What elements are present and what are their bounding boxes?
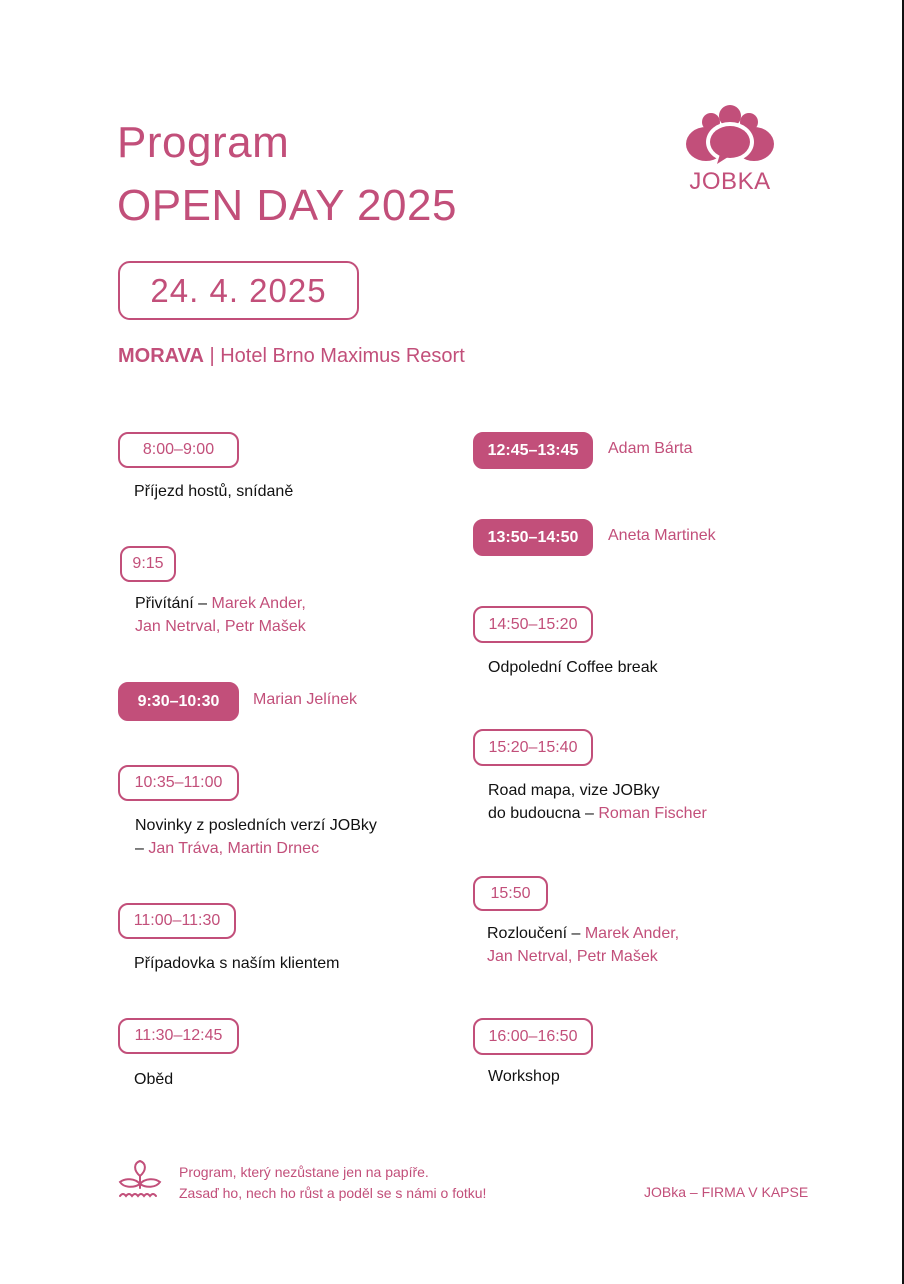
time-chip: 11:00–11:30	[118, 903, 236, 939]
agenda-item-speakers: Jan Netrval, Petr Mašek	[135, 618, 306, 635]
jobka-logo	[684, 104, 776, 200]
agenda-item-speakers: Marek Ander,	[211, 595, 306, 612]
agenda-item-speakers: Roman Fischer	[598, 805, 707, 822]
time-chip: 11:30–12:45	[118, 1018, 239, 1054]
agenda-item-title: Přivítání –	[135, 595, 212, 612]
time-chip: 10:35–11:00	[118, 765, 239, 801]
agenda-item	[488, 779, 707, 825]
footer-line-2: Zasaď ho, nech ho růst a poděl se s námi o fotku!	[179, 1185, 487, 1201]
speaker-name: Aneta Martinek	[608, 527, 716, 544]
time-chip-highlighted: 12:45–13:45	[473, 432, 593, 469]
event-date: 24. 4. 2025	[118, 261, 359, 320]
time-chip: 15:50	[473, 876, 548, 911]
agenda-item-title: Novinky z posledních verzí JOBky	[135, 817, 377, 834]
speaker-name: Marian Jelínek	[253, 691, 358, 708]
location-separator: |	[203, 345, 221, 367]
agenda-item-speakers: Jan Tráva, Martin Drnec	[148, 840, 320, 857]
location-venue: Hotel Brno Maximus Resort	[220, 345, 465, 367]
sprout-icon	[117, 1160, 163, 1200]
event-title: OPEN DAY 2025	[117, 181, 457, 230]
time-chip: 14:50–15:20	[473, 606, 593, 643]
speaker-name: Adam Bárta	[608, 440, 693, 457]
event-location	[118, 345, 465, 368]
page-title: Program	[117, 118, 290, 167]
time-chip-highlighted: 9:30–10:30	[118, 682, 239, 721]
time-chip: 9:15	[120, 546, 176, 582]
footer-line-1: Program, který nezůstane jen na papíře.	[179, 1164, 429, 1180]
agenda-item	[487, 922, 679, 968]
agenda-item-title: Oběd	[134, 1071, 174, 1088]
agenda-item-speakers: Jan Netrval, Petr Mašek	[487, 948, 658, 965]
agenda-item-title: Rozloučení –	[487, 925, 585, 942]
time-chip: 15:20–15:40	[473, 729, 593, 766]
agenda-item-dash: –	[135, 840, 149, 857]
location-region: MORAVA	[118, 345, 204, 367]
time-chip: 16:00–16:50	[473, 1018, 593, 1055]
agenda-item-title: Workshop	[488, 1068, 560, 1085]
agenda-item-title: Odpolední Coffee break	[488, 659, 658, 676]
time-chip-highlighted: 13:50–14:50	[473, 519, 593, 556]
footer-tagline: JOBka – FIRMA V KAPSE	[644, 1184, 809, 1200]
agenda-item	[135, 592, 306, 638]
agenda-item-speakers: Marek Ander,	[584, 925, 680, 942]
agenda-item-title: Road mapa, vize JOBky	[488, 782, 660, 799]
footer-message	[179, 1162, 486, 1204]
agenda-item-title: Případovka s naším klientem	[134, 955, 340, 972]
people-speech-bubble-icon	[684, 104, 776, 168]
agenda-item	[135, 814, 377, 860]
time-chip: 8:00–9:00	[118, 432, 239, 468]
logo-text: JOBKA	[689, 168, 771, 195]
agenda-item-title: Příjezd hostů, snídaně	[134, 483, 294, 500]
agenda-item-title: do budoucna –	[488, 805, 599, 822]
